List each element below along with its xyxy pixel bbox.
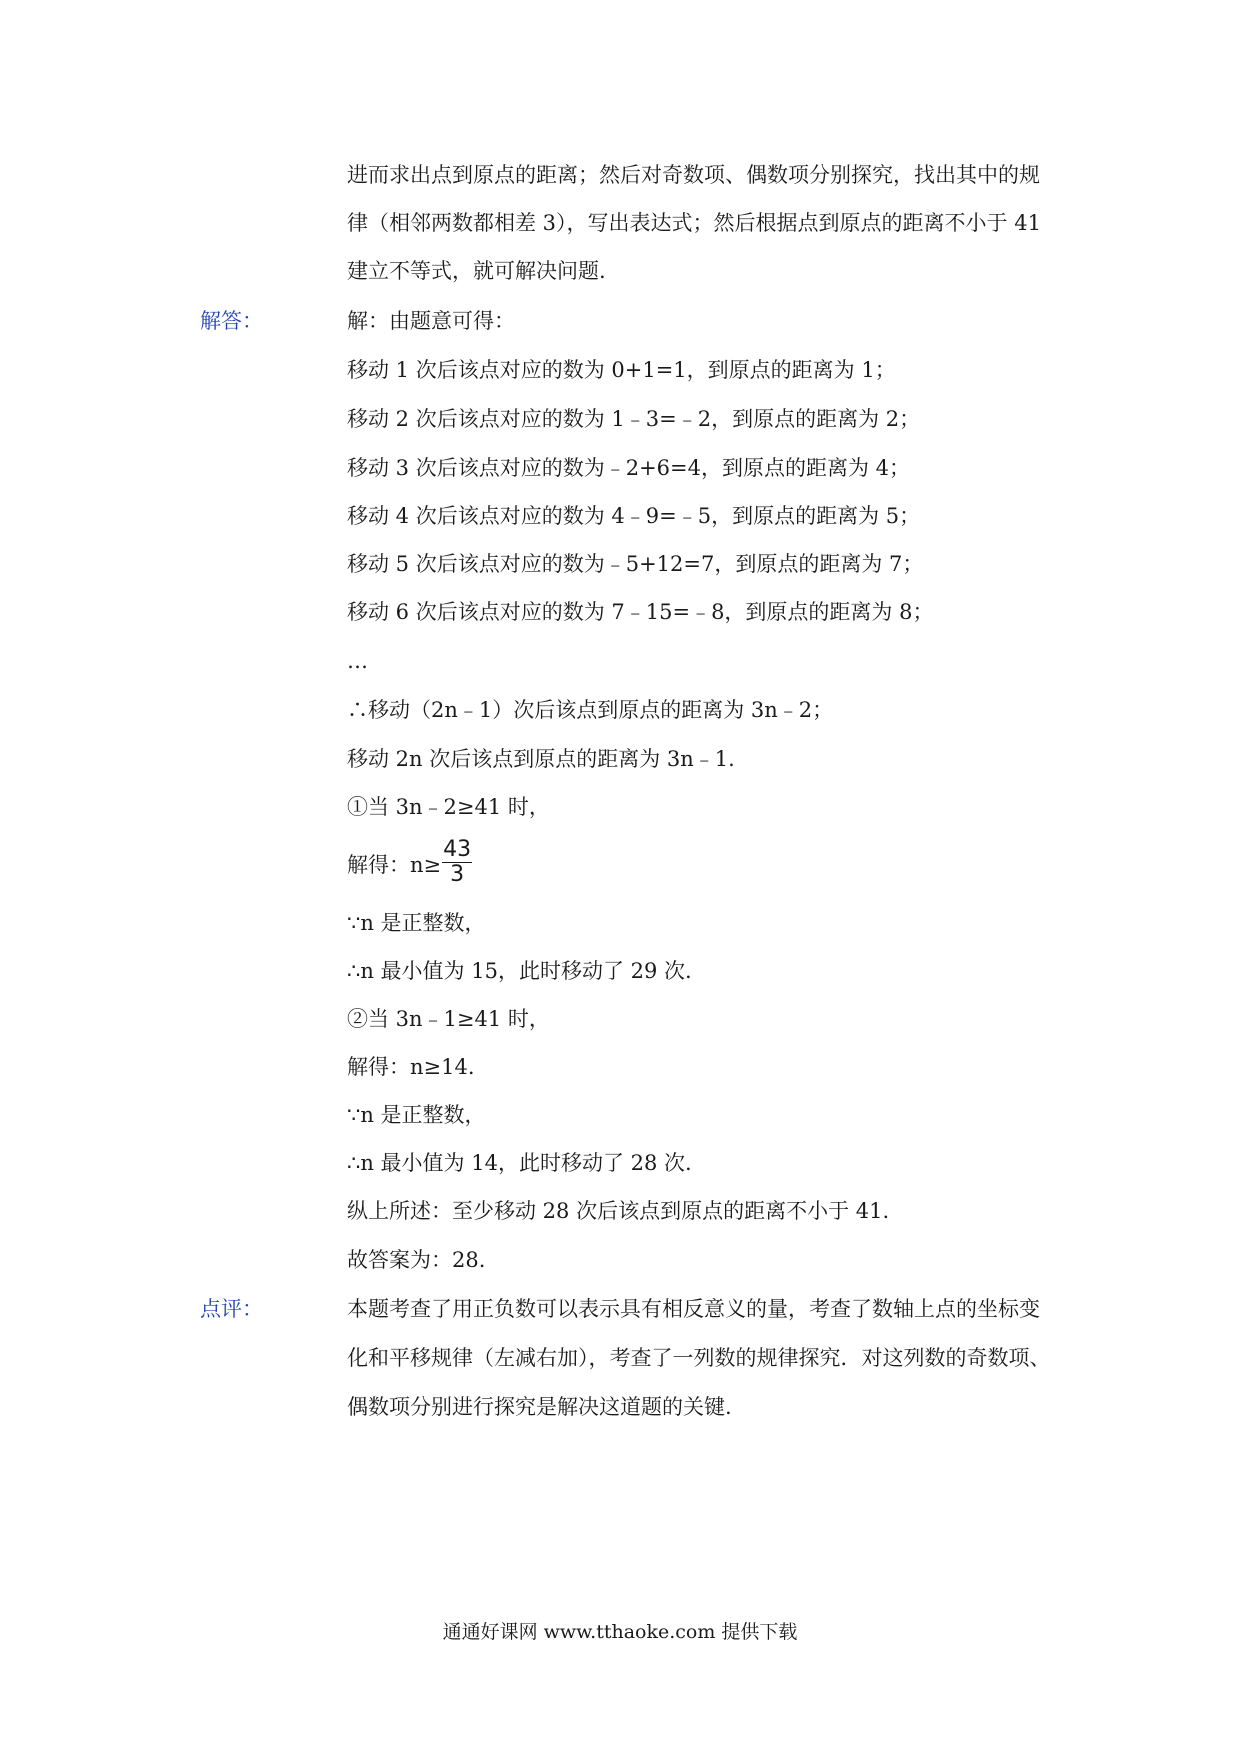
comment-line: 偶数项分别进行探究是解决这道题的关键. (347, 1395, 732, 1419)
fraction-numerator: 43 (443, 837, 472, 862)
solve-line (347, 837, 472, 891)
answer-line: 纵上所述：至少移动 28 次后该点到原点的距离不小于 41. (347, 1199, 890, 1223)
solve-prefix: 解得：n≥ (347, 853, 442, 877)
answer-line: ∴移动（2n﹣1）次后该点到原点的距离为 3n﹣2； (347, 698, 834, 722)
comment-line: 化和平移规律（左减右加），考查了一列数的规律探究．对这列数的奇数项、 (347, 1346, 1051, 1370)
comment-line: 本题考查了用正负数可以表示具有相反意义的量，考查了数轴上点的坐标变 (347, 1297, 1040, 1321)
answer-line: 移动 4 次后该点对应的数为 4﹣9=﹣5，到原点的距离为 5； (347, 504, 921, 528)
analysis-line-3: 建立不等式，就可解决问题. (347, 259, 606, 283)
answer-line: ②当 3n﹣1≥41 时， (347, 1007, 550, 1031)
answer-line: 故答案为：28. (347, 1248, 486, 1272)
answer-line: ∴n 最小值为 14，此时移动了 28 次. (347, 1151, 692, 1175)
page-footer: 通通好课网 www.tthaoke.com 提供下载 (442, 1621, 798, 1643)
answer-line: 移动 6 次后该点对应的数为 7﹣15=﹣8，到原点的距离为 8； (347, 600, 934, 624)
analysis-line-1: 进而求出点到原点的距离；然后对奇数项、偶数项分别探究，找出其中的规 (347, 163, 1040, 187)
answer-line: ∴n 最小值为 15，此时移动了 29 次. (347, 959, 692, 983)
comment-label: 点评： (200, 1297, 263, 1321)
fraction-denominator: 3 (450, 862, 465, 887)
fraction (442, 838, 472, 887)
answer-line: 移动 2n 次后该点到原点的距离为 3n﹣1. (347, 747, 735, 771)
answer-line: ∵n 是正整数， (347, 911, 486, 935)
answer-line: ∵n 是正整数， (347, 1103, 486, 1127)
answer-line: 移动 5 次后该点对应的数为﹣5+12=7，到原点的距离为 7； (347, 552, 924, 576)
answer-label: 解答： (200, 309, 263, 333)
answer-line: 解得：n≥14. (347, 1055, 475, 1079)
answer-line: … (347, 649, 368, 673)
answer-line: 移动 2 次后该点对应的数为 1﹣3=﹣2，到原点的距离为 2； (347, 407, 921, 431)
answer-line: 移动 1 次后该点对应的数为 0+1=1，到原点的距离为 1； (347, 358, 896, 382)
answer-line: ①当 3n﹣2≥41 时， (347, 795, 550, 819)
analysis-line-2: 律（相邻两数都相差 3），写出表达式；然后根据点到原点的距离不小于 41 (347, 211, 1041, 235)
answer-line: 解：由题意可得： (347, 309, 515, 333)
answer-line: 移动 3 次后该点对应的数为﹣2+6=4，到原点的距离为 4； (347, 456, 911, 480)
